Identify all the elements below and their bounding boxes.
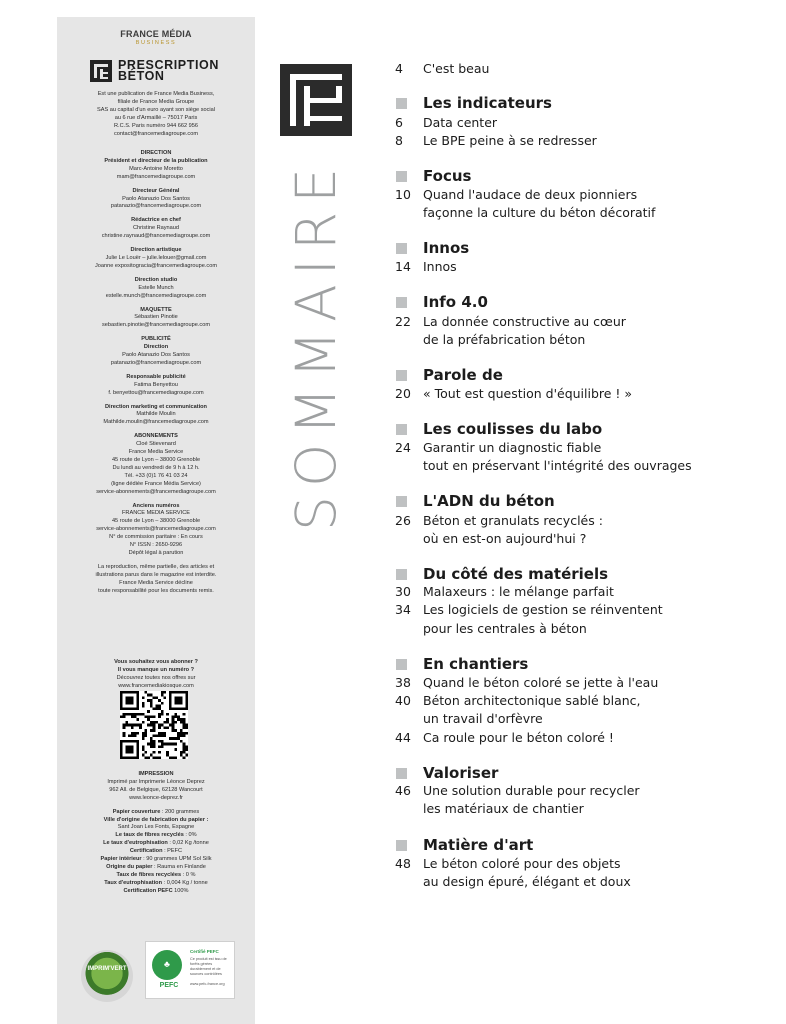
section-square-icon xyxy=(396,659,407,670)
toc-section-title: Valoriser xyxy=(423,764,499,782)
qr-code[interactable] xyxy=(120,691,188,759)
toc-section-title: Focus xyxy=(423,167,472,185)
staff-line: Christine Raynaud xyxy=(132,225,180,232)
paper-spec xyxy=(57,856,255,864)
publisher-info-line: Est une publication de France Media Business, xyxy=(97,91,215,97)
staff-line: Du lundi au vendredi de 9 h à 12 h. xyxy=(112,464,200,471)
toc-page-number: 46 xyxy=(395,783,411,798)
toc-page-number: 38 xyxy=(395,675,411,690)
paper-spec xyxy=(57,888,255,896)
toc-entry-title: Le BPE peine à se redresser xyxy=(423,133,597,148)
section-square-icon xyxy=(396,569,407,580)
prescription-beton-logo xyxy=(90,60,230,86)
publisher-info-line: contact@francemediagroupe.com xyxy=(113,130,199,137)
toc-section-title: L'ADN du béton xyxy=(423,492,555,510)
pb-logo-line2: BÉTON xyxy=(118,68,165,83)
staff-line: Paolo Atanazio Dos Santos xyxy=(122,352,190,359)
section-heading: ABONNEMENTS xyxy=(134,433,178,440)
staff-line: service-abonnements@francemediagroupe.com xyxy=(96,488,216,495)
paper-spec xyxy=(57,848,255,856)
role-title: Rédactrice en chef xyxy=(131,217,181,224)
paper-spec-label: Le taux d'eutrophisation xyxy=(103,840,168,847)
paper-spec-value: : 200 grammes xyxy=(160,808,200,815)
toc-entry-title: Les logiciels de gestion se réinventent xyxy=(423,602,663,617)
printer-line: 962 All. de Belgique, 62128 Wancourt xyxy=(109,786,203,793)
toc-page-number: 44 xyxy=(395,730,411,745)
section-square-icon xyxy=(396,297,407,308)
staff-line: Paolo Atanazio Dos Santos xyxy=(122,195,190,202)
pefc-text-line: forêts gérées xyxy=(190,962,213,966)
toc-entry-title: de la préfabrication béton xyxy=(423,332,586,347)
section-square-icon xyxy=(396,98,407,109)
role-title: Direction xyxy=(143,344,169,351)
publisher-info-line: SAS au capital d'un euro ayant son siège social xyxy=(97,106,215,113)
paper-spec-label: Ville d'origine de fabrication du papier : xyxy=(103,816,209,823)
kiosque-link[interactable]: www.francemediakiosque.com xyxy=(118,682,194,689)
staff-line: Cloé Stievenard xyxy=(136,441,176,448)
subscribe-block xyxy=(57,659,255,691)
section-square-icon xyxy=(396,496,407,507)
printing-block xyxy=(57,771,255,896)
toc-section-title: En chantiers xyxy=(423,655,529,673)
paper-spec xyxy=(57,824,255,832)
toc-section-title: Matière d'art xyxy=(423,836,534,854)
section-heading: DIRECTION xyxy=(140,150,172,156)
toc-entry-title: Malaxeurs : le mélange parfait xyxy=(423,584,614,599)
section-heading: PUBLICITÉ xyxy=(141,336,171,343)
staff-line: Mathilde.moulin@francemediagroupe.com xyxy=(103,419,209,426)
paper-spec-value: : 0 % xyxy=(181,871,196,878)
pefc-certification-badge xyxy=(145,941,235,999)
staff-line: Joanne expositogracia@francemediagroupe.com xyxy=(95,262,217,269)
staff-line: patanazio@francemediagroupe.com xyxy=(110,203,202,210)
section-square-icon xyxy=(396,171,407,182)
pefc-text-line: durablement et de xyxy=(190,967,221,971)
staff-line: sebastien.pinotie@francemediagroupe.com xyxy=(102,322,210,329)
toc-entry-title: « Tout est question d'équilibre ! » xyxy=(423,386,633,401)
magazine-logo-icon xyxy=(280,64,352,136)
staff-line: Tél. +33 (0)1 76 41 03 24 xyxy=(124,472,188,479)
staff-line: Julie Le Louër – julie.lelouer@gmail.com xyxy=(105,254,207,261)
paper-spec-label: Papier couverture xyxy=(112,808,161,815)
pefc-text-line: Ce produit est issu de xyxy=(190,957,227,961)
toc-entry-title: Ca roule pour le béton coloré ! xyxy=(423,730,614,745)
paper-spec-value: Sant Joan Les Fonts, Espagne xyxy=(117,824,195,831)
subscribe-question-1: Vous souhaitez vous abonner ? xyxy=(114,659,198,665)
section-square-icon xyxy=(396,424,407,435)
staff-line: Marc-Antoine Moretto xyxy=(129,165,183,172)
staff-line: estelle.munch@francemediagroupe.com xyxy=(105,292,207,299)
role-title: Direction artistique xyxy=(130,247,182,254)
subscribe-question-2: Il vous manque un numéro ? xyxy=(117,666,195,673)
france-media-business-logo xyxy=(57,29,255,46)
publisher-intro xyxy=(57,91,255,138)
pefc-text-line: www.pefc-france.org xyxy=(190,982,225,986)
role-title: Responsable publicité xyxy=(126,373,186,380)
toc-page-number: 34 xyxy=(395,602,411,617)
toc-entry-title: tout en préservant l'intégrité des ouvrages xyxy=(423,458,692,473)
paper-spec-value: 100% xyxy=(172,887,189,894)
staff-line: Fatima Benyettou xyxy=(134,381,178,388)
pb-logo-line1: PRESCRIPTION xyxy=(118,58,219,72)
pefc-text-line: sources contrôlées xyxy=(190,972,222,976)
subscribe-question-3: Découvrez toutes nos offres sur xyxy=(116,674,196,681)
paper-spec-value: : Rauma en Finlande xyxy=(152,863,206,870)
staff-line: Estelle Munch xyxy=(138,284,174,291)
staff-line: mam@francemediagroupe.com xyxy=(116,173,196,180)
paper-spec-label: Le taux de fibres recyclés xyxy=(115,832,184,839)
role-title: Direction marketing et communication xyxy=(105,403,207,410)
paper-spec-label: Certification xyxy=(129,848,163,855)
section-square-icon xyxy=(396,768,407,779)
section-square-icon xyxy=(396,840,407,851)
staff-line: FRANCE MEDIA SERVICE xyxy=(122,510,190,517)
paper-spec xyxy=(57,872,255,880)
staff-line: christine.raynaud@francemediagroupe.com xyxy=(101,233,211,240)
paper-spec xyxy=(57,840,255,848)
toc-entry-title: pour les centrales à béton xyxy=(423,621,587,636)
reproduction-notice: toute responsabilité pour les documents remis. xyxy=(98,587,214,594)
section-square-icon xyxy=(396,243,407,254)
reproduction-notice: France Media Service décline xyxy=(119,579,193,586)
pefc-tree-icon: ♣ xyxy=(152,950,182,980)
staff-line: Mathilde Moulin xyxy=(136,411,176,418)
pb-mark-icon xyxy=(90,60,112,82)
toc-entry-title: La donnée constructive au cœur xyxy=(423,314,626,329)
toc-entry-title: Le béton coloré pour des objets xyxy=(423,856,621,871)
toc-page-number: 26 xyxy=(395,513,411,528)
toc-entry-title: Quand le béton coloré se jette à l'eau xyxy=(423,675,659,690)
fmb-logo-line2: BUSINESS xyxy=(135,40,177,46)
printer-line: Imprimé par Imprimerie Léonce Deprez xyxy=(107,778,205,785)
paper-spec-value: : 0,02 Kg /tonne xyxy=(167,840,209,847)
toc-page-number: 8 xyxy=(395,133,403,148)
toc-entry-title: Béton architectonique sablé blanc, xyxy=(423,693,641,708)
toc-entry-title: C'est beau xyxy=(423,61,490,76)
toc-entry-title: Béton et granulats recyclés : xyxy=(423,513,603,528)
staff-line: N° ISSN : 2650-9296 xyxy=(129,542,183,549)
printer-line: www.leonce-deprez.fr xyxy=(129,794,183,801)
paper-spec xyxy=(57,817,255,825)
toc-page-number: 14 xyxy=(395,259,411,274)
toc-entry-title: Innos xyxy=(423,259,457,274)
paper-spec-label: Papier intérieur xyxy=(100,856,142,863)
paper-spec-label: Certification PEFC xyxy=(123,887,173,894)
role-title: Direction studio xyxy=(134,276,178,283)
section-heading: IMPRESSION xyxy=(138,771,174,777)
staff-line: 45 route de Lyon – 38000 Grenoble xyxy=(111,457,201,463)
publisher-info-line: filiale de France Media Groupe xyxy=(117,98,195,105)
staff-line: patanazio@francemediagroupe.com xyxy=(110,359,202,366)
toc-section-title: Les indicateurs xyxy=(423,94,552,112)
reproduction-notice: illustrations parus dans le magazine est interdite. xyxy=(95,571,217,578)
paper-spec xyxy=(57,880,255,888)
paper-spec-value: : 0% xyxy=(183,832,197,839)
role-title: Anciens numéros xyxy=(132,502,180,509)
staff-line: France Media Service xyxy=(128,449,184,456)
fmb-logo-line1: FRANCE MÉDIA xyxy=(120,29,192,39)
toc-page-number: 22 xyxy=(395,314,411,329)
toc-entry-title: façonne la culture du béton décoratif xyxy=(423,205,656,220)
imprim-vert-label: IMPRIM'VERT xyxy=(87,966,127,972)
staff-line: Sébastien Pinotie xyxy=(134,314,178,321)
imprim-vert-logo xyxy=(81,950,133,1002)
paper-spec-label: Origine du papier xyxy=(106,863,153,870)
sommaire-title: SOMMAIRE xyxy=(284,159,348,531)
toc-page-number: 40 xyxy=(395,693,411,708)
toc-page-number: 48 xyxy=(395,856,411,871)
section-heading: MAQUETTE xyxy=(140,306,172,313)
pefc-name: PEFC xyxy=(159,982,179,989)
toc-section-title: Innos xyxy=(423,239,470,257)
toc-page-number: 10 xyxy=(395,187,411,202)
reproduction-notice: La reproduction, même partielle, des articles et xyxy=(97,563,215,570)
staff-line: f. benyettou@francemediagroupe.com xyxy=(108,389,204,396)
paper-spec-label: Taux de fibres recyclées xyxy=(116,871,182,878)
toc-entry-title: Quand l'audace de deux pionniers xyxy=(423,187,638,202)
paper-spec-label: Taux d'eutrophisation xyxy=(104,879,163,886)
pefc-head: Certifié PEFC xyxy=(190,949,219,954)
toc-entry-title: Data center xyxy=(423,115,498,130)
toc-entry-title: les matériaux de chantier xyxy=(423,801,584,816)
staff-line: (ligne dédiée France Média Service) xyxy=(111,480,201,487)
staff-line: N° de commission paritaire : En cours xyxy=(109,534,203,541)
staff-line: service-abonnements@francemediagroupe.com xyxy=(96,526,216,533)
toc-section-title: Info 4.0 xyxy=(423,293,488,311)
toc-page-number: 30 xyxy=(395,584,411,599)
staff-block xyxy=(57,150,255,596)
colophon-column xyxy=(57,17,255,1024)
paper-spec-value: : 90 grammes UPM Sol Silk xyxy=(141,856,212,863)
section-square-icon xyxy=(396,370,407,381)
staff-line: 45 route de Lyon – 38000 Grenoble xyxy=(111,518,201,525)
toc-page-number: 4 xyxy=(395,61,403,76)
paper-spec xyxy=(57,809,255,817)
paper-spec-value: : PEFC xyxy=(162,848,183,855)
toc-entry-title: au design épuré, élégant et doux xyxy=(423,874,631,889)
toc-entry-title: Garantir un diagnostic fiable xyxy=(423,440,602,455)
role-title: Directeur Général xyxy=(132,187,180,194)
toc-page-number: 6 xyxy=(395,115,403,130)
toc-page-number: 20 xyxy=(395,386,411,401)
toc-section-title: Du côté des matériels xyxy=(423,565,609,583)
toc-section-title: Parole de xyxy=(423,366,503,384)
role-title: Président et directeur de la publication xyxy=(104,157,208,164)
paper-spec xyxy=(57,864,255,872)
toc-entry-title: où en est-on aujourd'hui ? xyxy=(423,531,587,546)
toc-entry-title: Une solution durable pour recycler xyxy=(423,783,640,798)
paper-spec-value: : 0,004 Kg / tonne xyxy=(162,879,208,886)
publisher-info-line: R.C.S. Paris numéro 944 662 956 xyxy=(114,122,198,129)
toc-page-number: 24 xyxy=(395,440,411,455)
paper-spec xyxy=(57,832,255,840)
toc-entry-title: un travail d'orfèvre xyxy=(423,711,543,726)
staff-line: Dépôt légal à parution xyxy=(128,549,184,556)
publisher-info-line: au 6 rue d'Armaillé – 75017 Paris xyxy=(114,114,198,121)
toc-section-title: Les coulisses du labo xyxy=(423,420,603,438)
